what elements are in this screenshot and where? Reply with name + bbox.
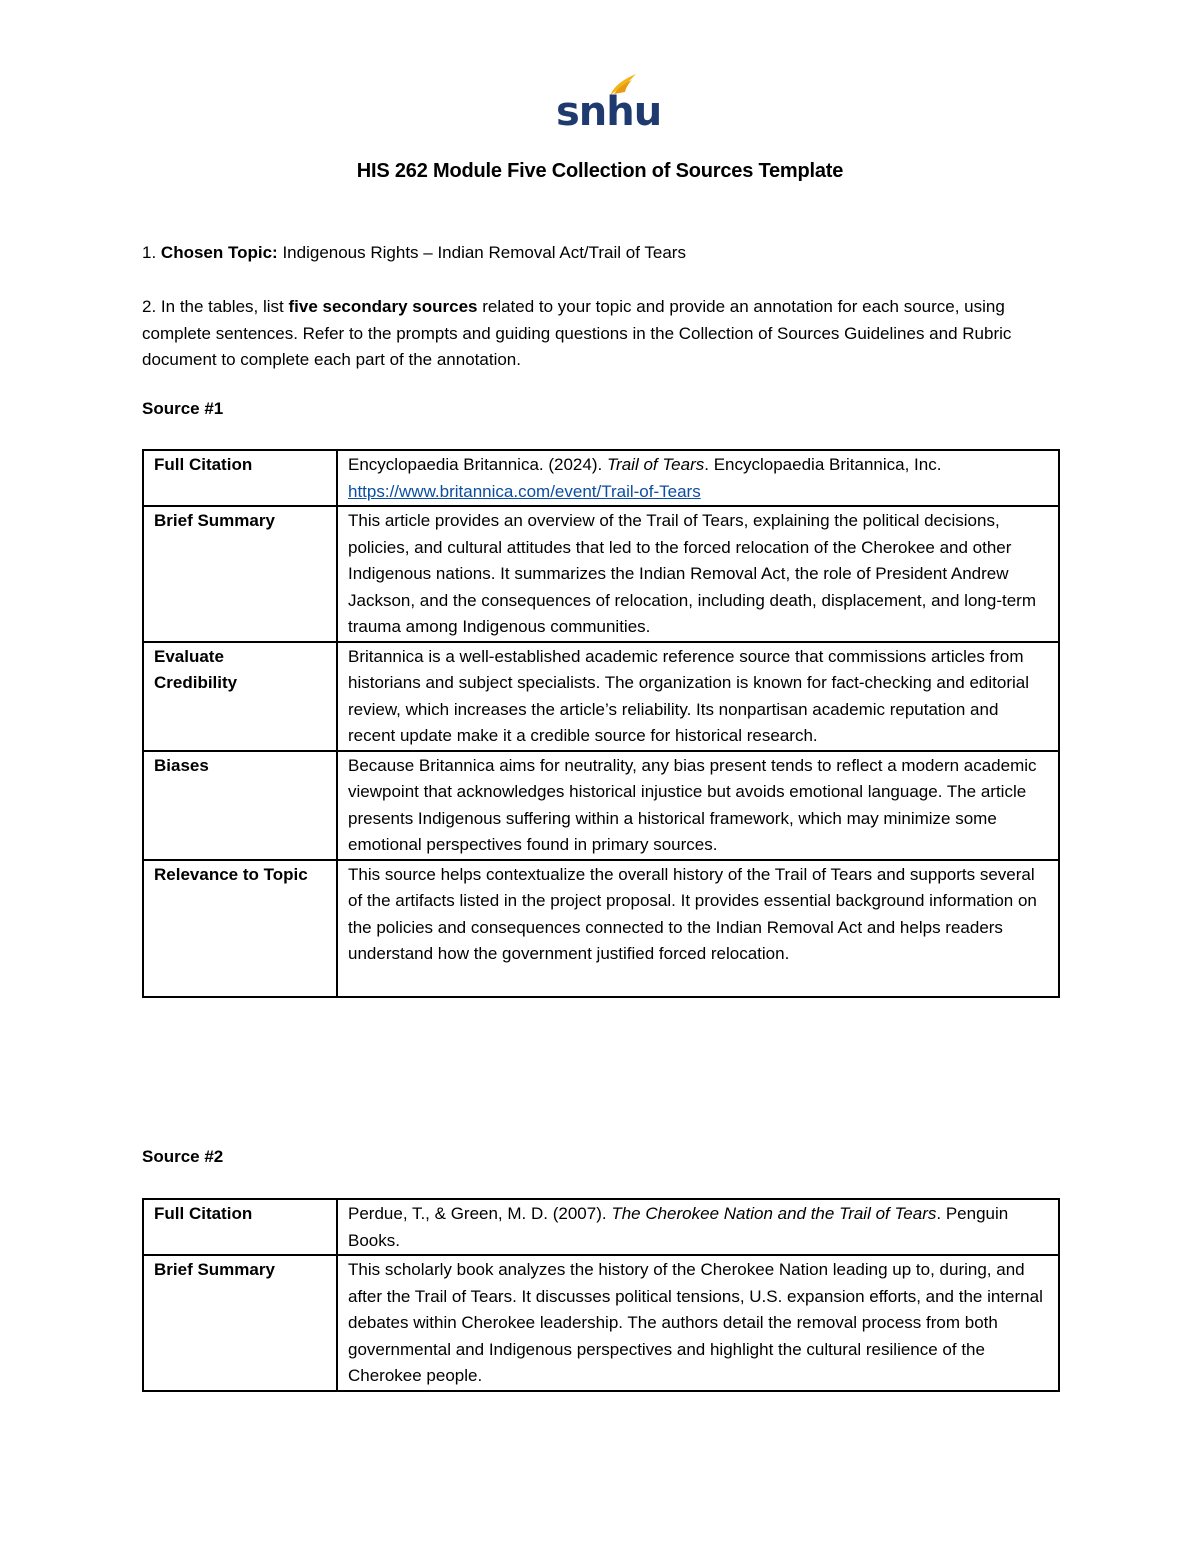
logo-wordmark: snhu	[556, 89, 662, 135]
row-label: Biases	[143, 751, 337, 860]
source-1-table	[142, 449, 1060, 998]
page-title: HIS 262 Module Five Collection of Sources Template	[356, 160, 844, 182]
source-1-heading: Source #1	[142, 399, 224, 418]
item-number: 1.	[142, 243, 157, 262]
chosen-topic-label: Chosen Topic:	[160, 243, 278, 262]
row-label: Brief Summary	[143, 506, 337, 642]
citation-link[interactable]: https://www.britannica.com/event/Trail-of-Tears	[348, 481, 701, 501]
instructions-bold: five secondary sources	[288, 297, 478, 316]
row-text: This article provides an overview of the Trail of Tears, explaining the political decisions, policies, and cultural attitudes that led to the forced relocation of the Cherokee and other Indigenous nations. It summarizes the Indian Removal Act, the role of President Andrew Jackson, and the consequences of relocation, including death, displacement, and long-term trauma among Indigenous communities.	[337, 506, 1059, 642]
instructions-post: related to your topic and provide an annotation for each source, using complete sentences. Refer to the prompts and guiding questions in the Collection of Sources Guidelines and Rubric document to complete each part of the annotation.	[142, 297, 1012, 369]
source-2-heading: Source #2	[142, 1147, 224, 1166]
full-citation: Encyclopaedia Britannica. (2024). Trail of Tears. Encyclopaedia Britannica, Inc. https://www.britannica.com/event/Trail-of-Tears	[337, 450, 1059, 506]
row-label: Full Citation	[143, 1199, 337, 1255]
full-citation: Perdue, T., & Green, M. D. (2007). The Cherokee Nation and the Trail of Tears. Penguin Books.	[337, 1199, 1059, 1255]
table-row	[143, 450, 1059, 506]
table-row	[143, 506, 1059, 642]
snhu-logo	[556, 72, 662, 135]
row-label: Evaluate Credibility	[143, 642, 337, 751]
table-row	[143, 642, 1059, 751]
instructions	[142, 294, 1062, 374]
row-text: Because Britannica aims for neutrality, any bias present tends to reflect a modern academic viewpoint that acknowledges historical injustice but avoids emotional language. The article presents Indigenous suffering within a historical framework, which may minimize some emotional perspectives found in primary sources.	[337, 751, 1059, 860]
instructions-pre: In the tables, list	[160, 297, 289, 316]
table-row	[143, 1255, 1059, 1391]
row-label: Full Citation	[143, 450, 337, 506]
row-text: Britannica is a well-established academic reference source that commissions articles from historians and subject specialists. The organization is known for fact-checking and editorial review, which increases the article’s reliability. Its nonpartisan academic reputation and recent update make it a credible source for historical research.	[337, 642, 1059, 751]
table-row	[143, 751, 1059, 860]
chosen-topic-value: Indigenous Rights – Indian Removal Act/Trail of Tears	[282, 243, 686, 262]
chosen-topic	[142, 240, 1062, 267]
row-text: This source helps contextualize the overall history of the Trail of Tears and supports several of the artifacts listed in the project proposal. It provides essential background information on the policies and consequences connected to the Indian Removal Act and helps readers understand how the government justified forced relocation.	[337, 860, 1059, 997]
citation-title: Trail of Tears	[606, 455, 705, 474]
table-row	[143, 860, 1059, 997]
item-number: 2.	[142, 297, 157, 316]
table-row	[143, 1199, 1059, 1255]
row-label: Brief Summary	[143, 1255, 337, 1391]
row-text: This scholarly book analyzes the history of the Cherokee Nation leading up to, during, and after the Trail of Tears. It discusses political tensions, U.S. expansion efforts, and the internal debates within Cherokee leadership. The authors detail the removal process from both governmental and Indigenous perspectives and highlight the cultural resilience of the Cherokee people.	[337, 1255, 1059, 1391]
row-label: Relevance to Topic	[143, 860, 337, 997]
source-2-table	[142, 1198, 1060, 1392]
citation-title: The Cherokee Nation and the Trail of Tears	[611, 1204, 937, 1223]
